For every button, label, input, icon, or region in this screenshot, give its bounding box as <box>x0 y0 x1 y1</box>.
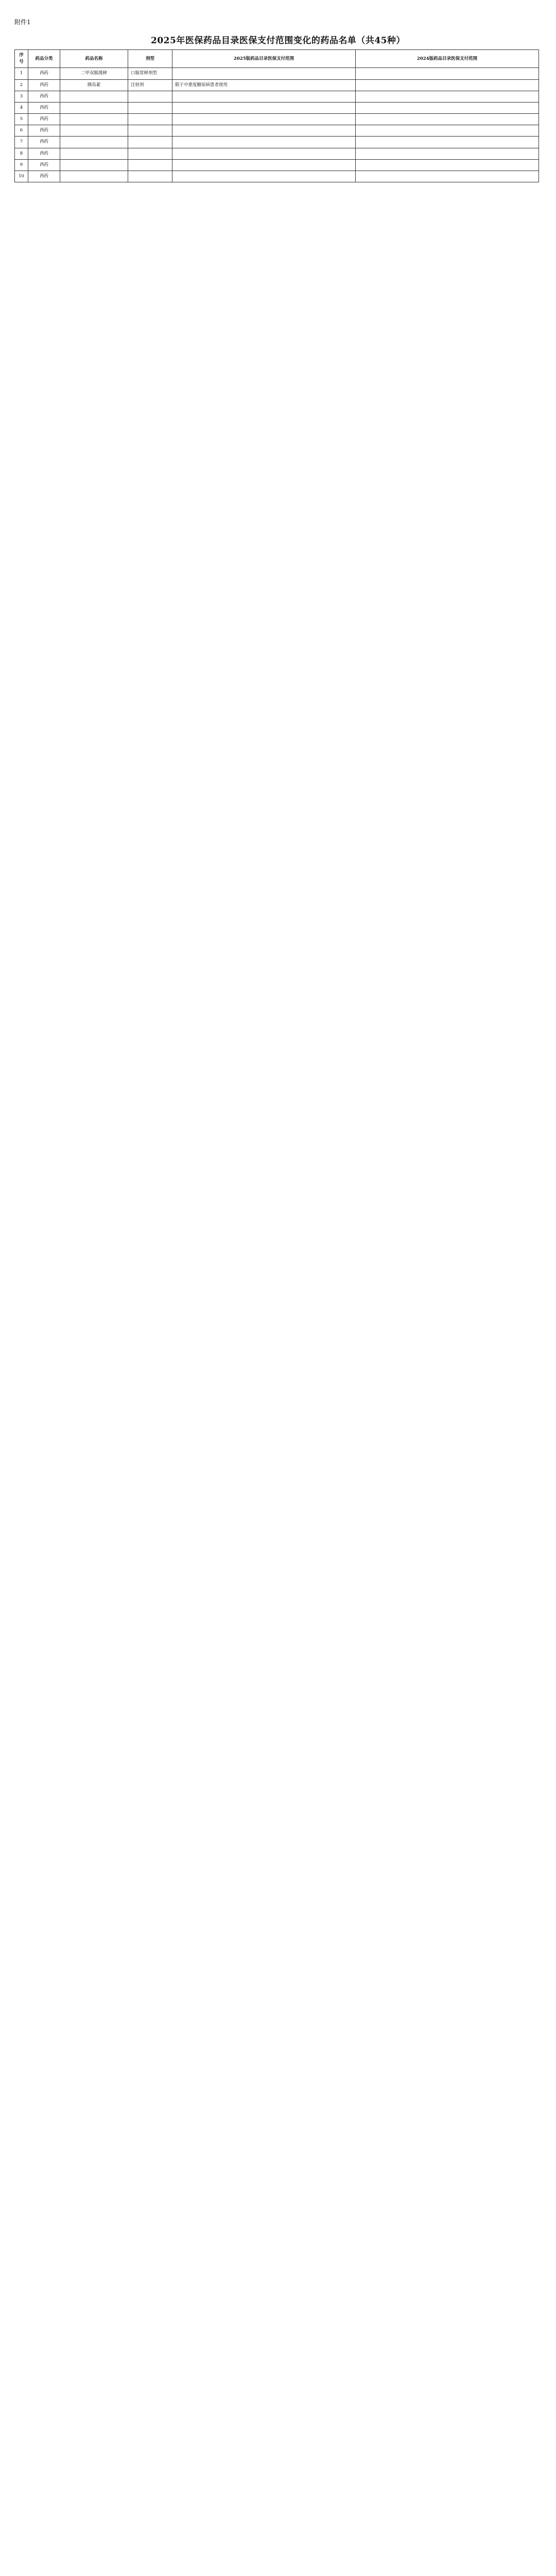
table-row <box>15 137 539 148</box>
cell-seq: 1 <box>15 68 28 79</box>
drug-table <box>14 49 539 182</box>
header-dosage-form: 剂型 <box>128 50 172 68</box>
cell-limit-2025 <box>172 125 356 137</box>
attachment-label: 附件1 <box>14 19 31 26</box>
cell-limit-2024 <box>356 114 539 125</box>
cell-limit-2025 <box>172 91 356 102</box>
cell-category: 西药 <box>28 171 60 182</box>
table-header-row <box>15 50 539 68</box>
cell-seq: 3 <box>15 91 28 102</box>
cell-category: 西药 <box>28 114 60 125</box>
table-row <box>15 91 539 102</box>
header-limit-2025: 2025版药品目录医保支付范围 <box>172 50 356 68</box>
cell-dosage-form <box>128 159 172 171</box>
cell-drug-name <box>60 159 128 171</box>
cell-limit-2025 <box>172 148 356 159</box>
cell-category: 西药 <box>28 125 60 137</box>
cell-drug-name <box>60 148 128 159</box>
cell-limit-2025 <box>172 114 356 125</box>
cell-limit-2024 <box>356 68 539 79</box>
header-category: 药品分类 <box>28 50 60 68</box>
table-row <box>15 148 539 159</box>
table-row <box>15 79 539 91</box>
document-title: 2025年医保药品目录医保支付范围变化的药品名单（共45种） <box>151 36 405 46</box>
cell-seq: 7 <box>15 137 28 148</box>
cell-drug-name <box>60 137 128 148</box>
cell-drug-name <box>60 125 128 137</box>
cell-category: 西药 <box>28 79 60 91</box>
cell-limit-2025 <box>172 68 356 79</box>
cell-drug-name <box>60 171 128 182</box>
cell-limit-2025: 限于中重度糖尿病患者使用 <box>172 79 356 91</box>
cell-drug-name <box>60 102 128 113</box>
header-seq: 序号 <box>15 50 28 68</box>
table-row <box>15 125 539 137</box>
cell-dosage-form <box>128 148 172 159</box>
cell-limit-2024 <box>356 148 539 159</box>
cell-limit-2025 <box>172 137 356 148</box>
cell-dosage-form <box>128 125 172 137</box>
cell-limit-2024 <box>356 125 539 137</box>
cell-seq: 6 <box>15 125 28 137</box>
header-drug-name: 药品名称 <box>60 50 128 68</box>
cell-limit-2025 <box>172 102 356 113</box>
cell-limit-2024 <box>356 79 539 91</box>
table-page-1 <box>14 49 538 182</box>
table-row <box>15 159 539 171</box>
cell-limit-2024 <box>356 137 539 148</box>
cell-dosage-form <box>128 91 172 102</box>
cell-limit-2024 <box>356 159 539 171</box>
cell-category: 西药 <box>28 159 60 171</box>
cell-drug-name <box>60 91 128 102</box>
cell-dosage-form <box>128 171 172 182</box>
cell-category: 西药 <box>28 68 60 79</box>
cell-limit-2024 <box>356 171 539 182</box>
cell-drug-name: 胰岛素 <box>60 79 128 91</box>
cell-seq: 2 <box>15 79 28 91</box>
cell-seq: 8 <box>15 148 28 159</box>
header-limit-2024: 2024版药品目录医保支付范围 <box>356 50 539 68</box>
cell-dosage-form <box>128 137 172 148</box>
cell-seq: 9 <box>15 159 28 171</box>
cell-seq: 10 <box>15 171 28 182</box>
table-row <box>15 171 539 182</box>
table-row <box>15 68 539 79</box>
cell-category: 西药 <box>28 148 60 159</box>
cell-dosage-form: 口服常释剂型 <box>128 68 172 79</box>
cell-drug-name: 二甲双胍缓释 <box>60 68 128 79</box>
cell-drug-name <box>60 114 128 125</box>
cell-limit-2024 <box>356 102 539 113</box>
cell-category: 西药 <box>28 102 60 113</box>
cell-limit-2025 <box>172 159 356 171</box>
cell-seq: 5 <box>15 114 28 125</box>
cell-dosage-form <box>128 102 172 113</box>
cell-dosage-form <box>128 114 172 125</box>
cell-limit-2025 <box>172 171 356 182</box>
cell-category: 西药 <box>28 91 60 102</box>
cell-dosage-form: 注射剂 <box>128 79 172 91</box>
cell-seq: 4 <box>15 102 28 113</box>
table-row <box>15 114 539 125</box>
cell-category: 西药 <box>28 137 60 148</box>
table-row <box>15 102 539 113</box>
cell-limit-2024 <box>356 91 539 102</box>
